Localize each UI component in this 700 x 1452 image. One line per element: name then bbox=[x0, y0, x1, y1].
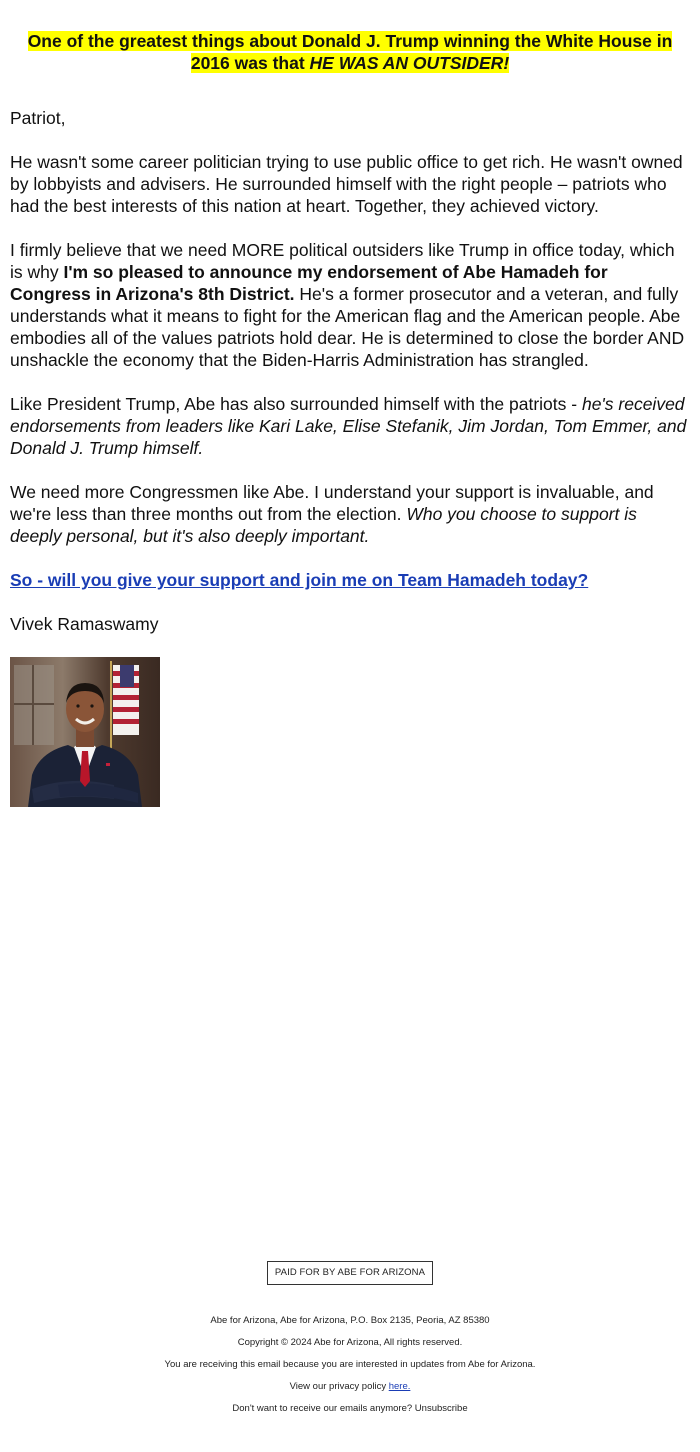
footer-receiving-notice: You are receiving this email because you are interested in updates from Abe for Arizona. bbox=[164, 1359, 536, 1370]
headline-text: One of the greatest things about Donald J. Trump winning the White House in 2016 was that bbox=[27, 31, 673, 73]
headline-emphasis: HE WAS AN OUTSIDER! bbox=[309, 53, 510, 73]
headline bbox=[10, 30, 690, 74]
portrait-photo bbox=[10, 657, 160, 807]
footer-copyright: Copyright © 2024 Abe for Arizona, All rights reserved. bbox=[237, 1337, 463, 1348]
footer-address: Abe for Arizona, Abe for Arizona, P.O. Box 2135, Peoria, AZ 85380 bbox=[210, 1315, 490, 1326]
cta-paragraph bbox=[10, 569, 690, 591]
paragraph-4 bbox=[10, 481, 690, 547]
privacy-text: View our privacy policy bbox=[289, 1381, 389, 1392]
privacy-policy-link[interactable]: here. bbox=[388, 1381, 411, 1392]
paragraph-2 bbox=[10, 239, 690, 371]
paragraph-3 bbox=[10, 393, 690, 459]
greeting: Patriot, bbox=[10, 108, 66, 128]
paragraph-2-intro: I firmly believe that we need MORE political outsiders like Trump in office today, which is why bbox=[10, 240, 675, 282]
paragraph-4-emphasis: Who you choose to support is deeply personal, but it's also deeply important. bbox=[10, 504, 637, 546]
footer bbox=[0, 1261, 700, 1425]
endorsements-list: he's received endorsements from leaders like Kari Lake, Elise Stefanik, Jim Jordan, Tom Emmer, and Donald J. Trump himself. bbox=[10, 394, 687, 458]
paragraph-1: He wasn't some career politician trying to use public office to get rich. He wasn't owned by lobbyists and advisers. He surrounded himself with the right people – patriots who had the best interests of this nation at heart. Together, they achieved victory. bbox=[10, 152, 683, 216]
headline-highlight bbox=[28, 31, 673, 73]
paragraph-3-intro: Like President Trump, Abe has also surrounded himself with the patriots - bbox=[10, 394, 582, 414]
footer-unsubscribe bbox=[0, 1403, 700, 1415]
unsubscribe-link[interactable]: Unsubscribe bbox=[414, 1403, 468, 1414]
footer-privacy bbox=[0, 1381, 700, 1393]
join-team-link[interactable]: So - will you give your support and join me on Team Hamadeh today? bbox=[10, 570, 589, 590]
paragraph-4-intro: We need more Congressmen like Abe. I understand your support is invaluable, and we're less than three months out from the election. bbox=[10, 482, 654, 524]
unsubscribe-text: Don't want to receive our emails anymore? bbox=[232, 1403, 415, 1414]
paid-for-box: PAID FOR BY ABE FOR ARIZONA bbox=[267, 1261, 433, 1285]
signature: Vivek Ramaswamy bbox=[10, 614, 159, 634]
endorsement-announcement: I'm so pleased to announce my endorsement of Abe Hamadeh for Congress in Arizona's 8th District. bbox=[10, 262, 608, 304]
email-body bbox=[10, 30, 690, 807]
paragraph-2-body: He's a former prosecutor and a veteran, and fully understands what it means to fight for the American flag and the American people. Abe embodies all of the values patriots hold dear. He is determined to close the border AND unshackle the economy that the Biden-Harris Administration has strangled. bbox=[10, 284, 685, 370]
